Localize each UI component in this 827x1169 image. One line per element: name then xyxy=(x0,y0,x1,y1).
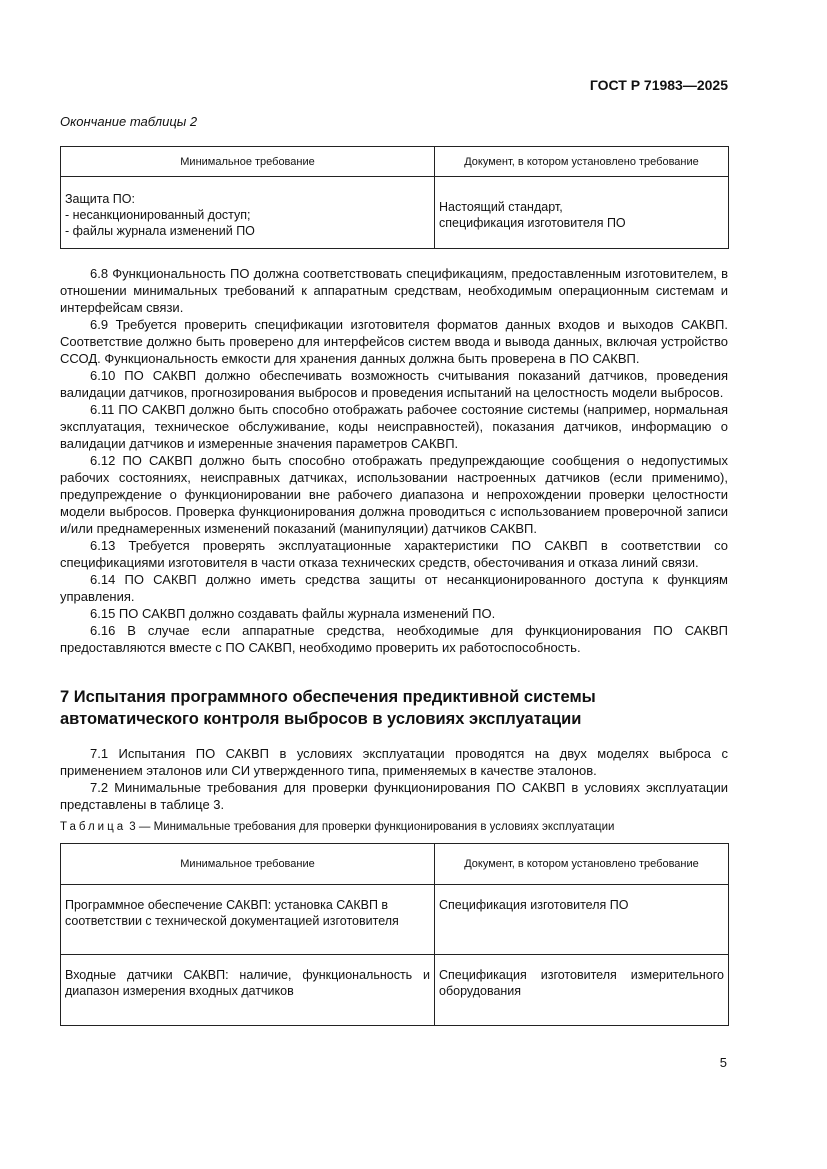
table-3-caption xyxy=(60,821,614,833)
table-row xyxy=(61,177,729,249)
document-code: ГОСТ Р 71983—2025 xyxy=(589,77,728,93)
section-7-heading: 7 Испытания программного обеспечения предиктивной системы автоматического контроля выбросов в условиях эксплуатации xyxy=(60,688,596,728)
section-6-paragraphs xyxy=(60,265,728,656)
column-header: Документ, в котором установлено требование xyxy=(435,844,729,885)
table-caption-label: Таблица xyxy=(60,821,127,833)
cell-line: - файлы журнала изменений ПО xyxy=(65,224,255,238)
table-cell: Спецификация изготовителя ПО xyxy=(435,885,729,955)
paragraph-6-12: 6.12 ПО САКВП должно быть способно отображать предупреждающие сообщения о недопустимых рабочих состояниях, неисправных датчиках, использовании настроенных датчиков (если применимо), предупреждение о функционировании вне рабочего диапазона и непрохождении проверки целостности модели выбросов. Проверка функционирования должна проводиться с использованием проверочной записи и/или преднамеренных изменений показаний (манипуляции) датчиков САКВП. xyxy=(60,453,728,536)
cell-line: спецификация изготовителя ПО xyxy=(439,216,626,230)
paragraph-6-13: 6.13 Требуется проверять эксплуатационные характеристики ПО САКВП в соответствии со спецификациями изготовителя в части отказа технических средств, обесточивания и отказа линий связи. xyxy=(60,538,728,570)
table-3 xyxy=(60,843,729,1026)
cell-line: Настоящий стандарт, xyxy=(439,200,563,214)
paragraph-6-15: 6.15 ПО САКВП должно создавать файлы журнала изменений ПО. xyxy=(90,606,496,621)
paragraph-6-10: 6.10 ПО САКВП должно обеспечивать возможность считывания показаний датчиков, проведения валидации датчиков, прогнозирования выбросов и проведения испытаний на целостность модели выбросов. xyxy=(60,368,728,400)
page-number: 5 xyxy=(719,1055,727,1070)
column-header: Документ, в котором установлено требование xyxy=(435,147,729,177)
paragraph-6-8: 6.8 Функциональность ПО должна соответствовать спецификациям, предоставленным изготовителем, в отношении минимальных требований к аппаратным средствам, необходимым операционным системам и интерфейсам связи. xyxy=(60,266,728,315)
table-cell xyxy=(61,177,435,249)
cell-line: Защита ПО: xyxy=(65,192,135,206)
cell-line: - несанкционированный доступ; xyxy=(65,208,251,222)
table-cell: Спецификация изготовителя измерительного оборудования xyxy=(435,955,729,1026)
paragraph-6-14: 6.14 ПО САКВП должно иметь средства защиты от несанкционированного доступа к функциям управления. xyxy=(60,572,728,604)
table-2 xyxy=(60,146,729,249)
section-7-paragraphs xyxy=(60,745,728,813)
table-row xyxy=(61,955,729,1026)
table-continuation-label: Окончание таблицы 2 xyxy=(60,114,198,129)
paragraph-7-1: 7.1 Испытания ПО САКВП в условиях эксплуатации проводятся на двух моделях выброса с применением эталонов или СИ утвержденного типа, применяемых в качестве эталонов. xyxy=(60,746,728,778)
table-cell xyxy=(435,177,729,249)
column-header: Минимальное требование xyxy=(61,844,435,885)
paragraph-7-2: 7.2 Минимальные требования для проверки функционирования ПО САКВП в условиях эксплуатации представлены в таблице 3. xyxy=(60,780,728,812)
paragraph-6-11: 6.11 ПО САКВП должно быть способно отображать рабочее состояние системы (например, нормальная эксплуатация, техническое обслуживание, коды неисправностей), показания датчиков, информацию о валидации датчиков и измеренные значения параметров САКВП. xyxy=(60,402,728,451)
paragraph-6-16: 6.16 В случае если аппаратные средства, необходимые для функционирования ПО САКВП предоставляются вместе с ПО САКВП, необходимо проверить их работоспособность. xyxy=(60,623,728,655)
table-caption-text: 3 — Минимальные требования для проверки функционирования в условиях эксплуатации xyxy=(129,821,615,833)
column-header: Минимальное требование xyxy=(61,147,435,177)
table-cell: Программное обеспечение САКВП: установка САКВП в соответствии с технической документацией изготовителя xyxy=(61,885,435,955)
paragraph-6-9: 6.9 Требуется проверить спецификации изготовителя форматов данных входов и выходов САКВП. Соответствие должно быть проверено для интерфейсов систем ввода и вывода данных, включая устройство ССОД. Функциональность емкости для хранения данных должна быть проверена в ПО САКВП. xyxy=(60,317,728,366)
table-row xyxy=(61,885,729,955)
table-cell: Входные датчики САКВП: наличие, функциональность и диапазон измерения входных датчиков xyxy=(61,955,435,1026)
